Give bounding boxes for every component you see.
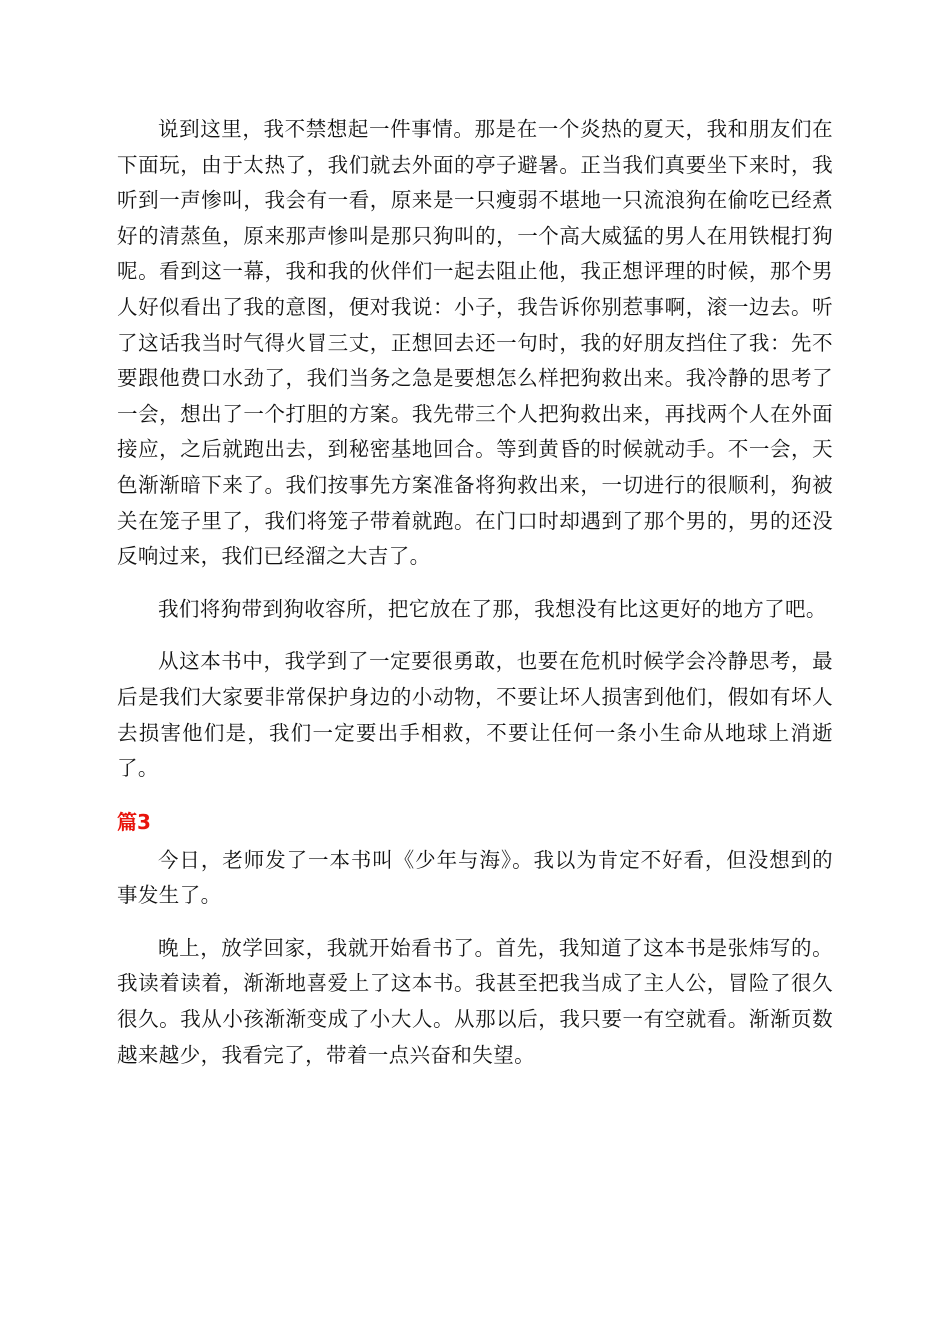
document-page bbox=[117, 112, 833, 1073]
section-heading: 篇3 bbox=[117, 809, 151, 834]
paragraph-dog-shelter: 我们将狗带到狗收容所，把它放在了那，我想没有比这更好的地方了吧。 bbox=[158, 596, 827, 621]
paragraph-dog-rescue-story: 说到这里，我不禁想起一件事情。那是在一个炎热的夏天，我和朋友们在下面玩，由于太热了，我们就去外面的亭子避暑。正当我们真要坐下来时，我听到一声惨叫，我会有一看，原来是一只瘦弱不堪地一只流浪狗在偷吃已经煮好的清蒸鱼，原来那声惨叫是那只狗叫的，一个高大威猛的男人在用铁棍打狗呢。看到这一幕，我和我的伙伴们一起去阻止他，我正想评理的时候，那个男人好似看出了我的意图，便对我说：小子，我告诉你别惹事啊，滚一边去。听了这话我当时气得火冒三丈，正想回去还一句时，我的好朋友挡住了我：先不要跟他费口水劲了，我们当务之急是要想怎么样把狗救出来。我冷静的思考了一会，想出了一个打胆的方案。我先带三个人把狗救出来，再找两个人在外面接应，之后就跑出去，到秘密基地回合。等到黄昏的时候就动手。不一会，天色渐渐暗下来了。我们按事先方案准备将狗救出来，一切进行的很顺利，狗被关在笼子里了，我们将笼子带着就跑。在门口时却遇到了那个男的，男的还没反响过来，我们已经溜之大吉了。 bbox=[117, 117, 833, 569]
paragraph-book-intro: 今日，老师发了一本书叫《少年与海》。我以为肯定不好看，但没想到的事发生了。 bbox=[117, 847, 833, 908]
paragraph-reading-evening: 晚上，放学回家，我就开始看书了。首先，我知道了这本书是张炜写的。我读着读着，渐渐地喜爱上了这本书。我甚至把我当成了主人公，冒险了很久很久。我从小孩渐渐变成了小大人。从那以后，我只要一有空就看。渐渐页数越来越少，我看完了，带着一点兴奋和失望。 bbox=[117, 935, 833, 1067]
paragraph-lesson-learned: 从这本书中，我学到了一定要很勇敢，也要在危机时候学会冷静思考，最后是我们大家要非常保护身边的小动物，不要让坏人损害到他们，假如有坏人去损害他们是，我们一定要出手相救，不要让任何一条小生命从地球上消逝了。 bbox=[117, 649, 833, 781]
